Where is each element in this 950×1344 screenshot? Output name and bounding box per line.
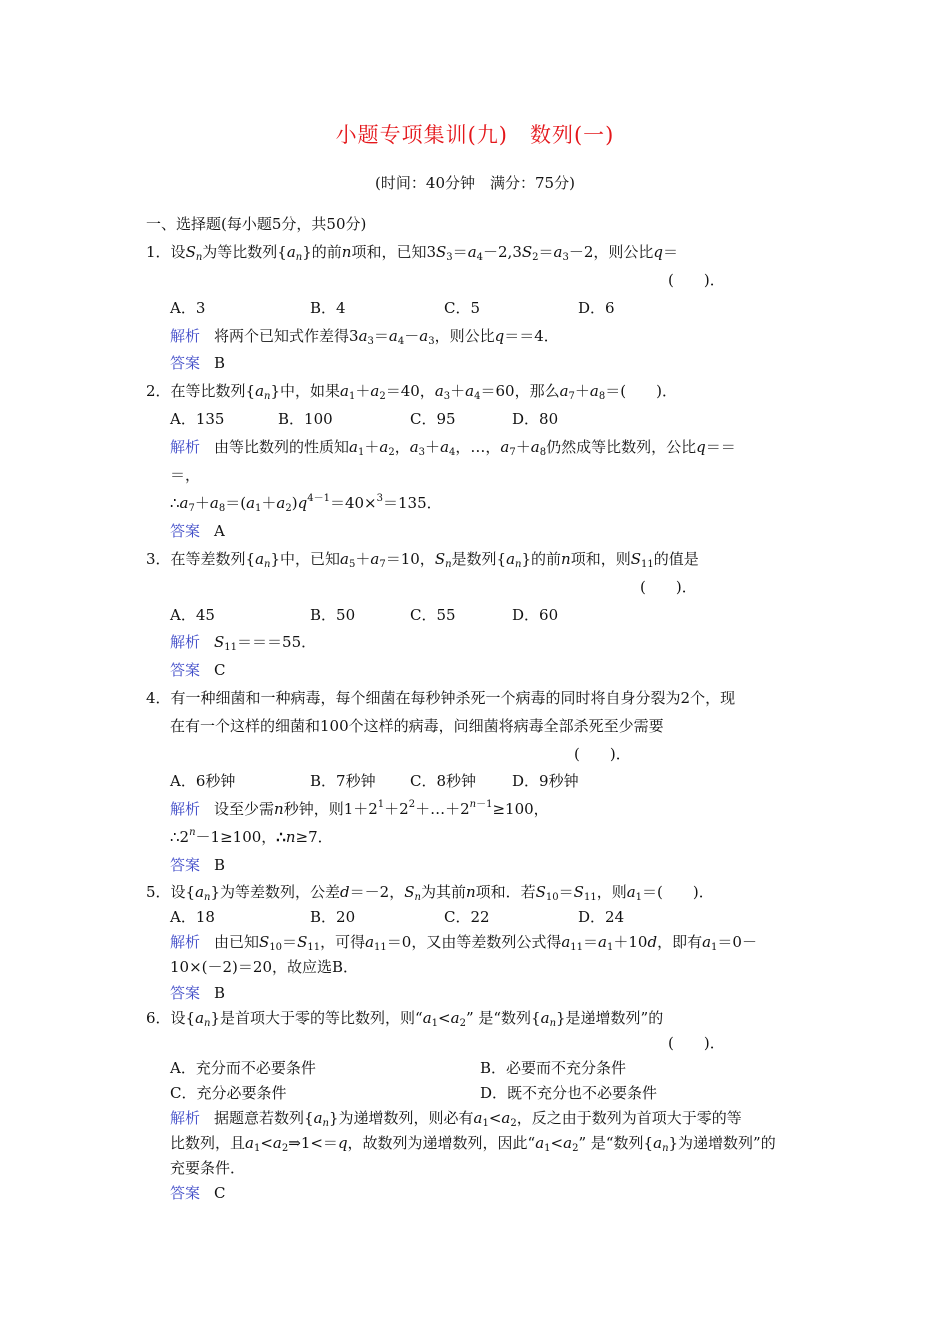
answer-blank: ( )． (574, 745, 631, 763)
analysis-2: 解析 由等比数列的性质知$a_1+a_2$，$a_3+a_4$，…，$a_7+a_8$仍然成等比数列，公比q＝＝ (170, 438, 736, 458)
answer-2: 答案 A (170, 522, 225, 540)
option-a: A．6秒钟 (170, 772, 236, 790)
option-b: B．4 (310, 299, 346, 317)
option-c: C．8秒钟 (410, 772, 477, 790)
option-b: B．100 (278, 410, 333, 428)
answer-blank: ( )． (640, 578, 697, 596)
answer-blank: ( )． (668, 271, 725, 289)
question-5-stem: 5．设$\{a_n\}$为等差数列，公差d＝－2，$S_n$为其前n项和．若$S_{10}=S_{11}$，则$a_1=$( )． (146, 883, 714, 903)
page-title: 小题专项集训(九) 数列(一) (335, 123, 615, 147)
option-a: A．3 (170, 299, 206, 317)
question-3-stem: 3．在等差数列$\{a_n\}$中，已知$a_5+a_7=10$，$S_n$是数列$\{a_n\}$的前n项和，则$S_{11}$的值是 (146, 550, 699, 570)
option-c: C．55 (410, 606, 456, 624)
analysis-6: 解析 据题意若数列$\{a_n\}$为递增数列，则必有$a_1<a_2$，反之由于数列为首项大于零的等 (170, 1109, 742, 1129)
option-c: C．95 (410, 410, 456, 428)
option-b: B．50 (310, 606, 356, 624)
option-c: C．充分必要条件 (170, 1084, 287, 1102)
option-d: D．6 (578, 299, 615, 317)
analysis-5-cont: 10×(－2)＝20，故应选B． (170, 958, 359, 976)
option-d: D．既不充分也不必要条件 (480, 1084, 658, 1102)
option-d: D．80 (512, 410, 559, 428)
option-b: B．20 (310, 908, 356, 926)
analysis-6-end: 充要条件． (170, 1159, 246, 1177)
analysis-4-result: $\therefore 2^n-1\ge 100$，∴n≥7． (170, 827, 333, 846)
analysis-1: 解析 将两个已知式作差得$3a_3=a_4-a_3$，则公比q＝＝4． (170, 327, 559, 347)
option-a: A．充分而不必要条件 (170, 1059, 316, 1077)
option-d: D．60 (512, 606, 559, 624)
question-1-stem: 1．设$S_n$为等比数列$\{a_n\}$的前n项和，已知$3S_3=a_4-2,3S_2=a_3-2$，则公比q＝ (146, 243, 679, 263)
analysis-6-cont: 比数列，且$a_1<a_2\Rightarrow 1<=q$，故数列为递增数列，因此“$a_1<a_2$” 是“数列$\{a_n\}$为递增数列”的 (170, 1134, 776, 1154)
answer-1: 答案 B (170, 354, 226, 372)
option-c: C．22 (444, 908, 490, 926)
answer-6: 答案 C (170, 1184, 226, 1202)
answer-5: 答案 B (170, 984, 226, 1002)
option-d: D．24 (578, 908, 625, 926)
analysis-2-result: $\therefore a_7+a_8=(a_1+a_2)q^{4-1}=40\times^3=135$． (170, 493, 442, 514)
answer-4: 答案 B (170, 856, 226, 874)
question-4-stem: 4．有一种细菌和一种病毒，每个细菌在每秒钟杀死一个病毒的同时将自身分裂为2个，现 (146, 689, 736, 707)
option-b: B．7秒钟 (310, 772, 376, 790)
question-4-stem-cont: 在有一个这样的细菌和100个这样的病毒，问细菌将病毒全部杀死至少需要 (170, 717, 664, 735)
option-a: A．135 (170, 410, 225, 428)
option-b: B．必要而不充分条件 (480, 1059, 627, 1077)
analysis-2-cont: ＝， (170, 466, 201, 484)
answer-blank: ( )． (668, 1034, 725, 1052)
analysis-3: 解析 $S_{11}===55$． (170, 633, 317, 653)
section-heading: 一、选择题(每小题5分，共50分) (146, 215, 367, 233)
answer-3: 答案 C (170, 661, 226, 679)
analysis-4: 解析 设至少需n秒钟，则$1+2^1+2^2+\dots+2^{n-1}\ge 100$， (170, 799, 549, 818)
analysis-5: 解析 由已知$S_{10}=S_{11}$，可得$a_{11}=0$，又由等差数列公式得$a_{11}=a_1+10d$，即有$a_1=0-$ (170, 933, 757, 953)
question-6-stem: 6．设$\{a_n\}$是首项大于零的等比数列，则“$a_1<a_2$” 是“数列$\{a_n\}$是递增数列”的 (146, 1009, 664, 1029)
question-2-stem: 2．在等比数列$\{a_n\}$中，如果$a_1+a_2=40$，$a_3+a_4=60$，那么$a_7+a_8=$( )． (146, 382, 677, 402)
option-a: A．18 (170, 908, 215, 926)
page-subtitle: (时间：40分钟 满分：75分) (375, 174, 575, 192)
option-c: C．5 (444, 299, 481, 317)
option-a: A．45 (170, 606, 215, 624)
option-d: D．9秒钟 (512, 772, 579, 790)
